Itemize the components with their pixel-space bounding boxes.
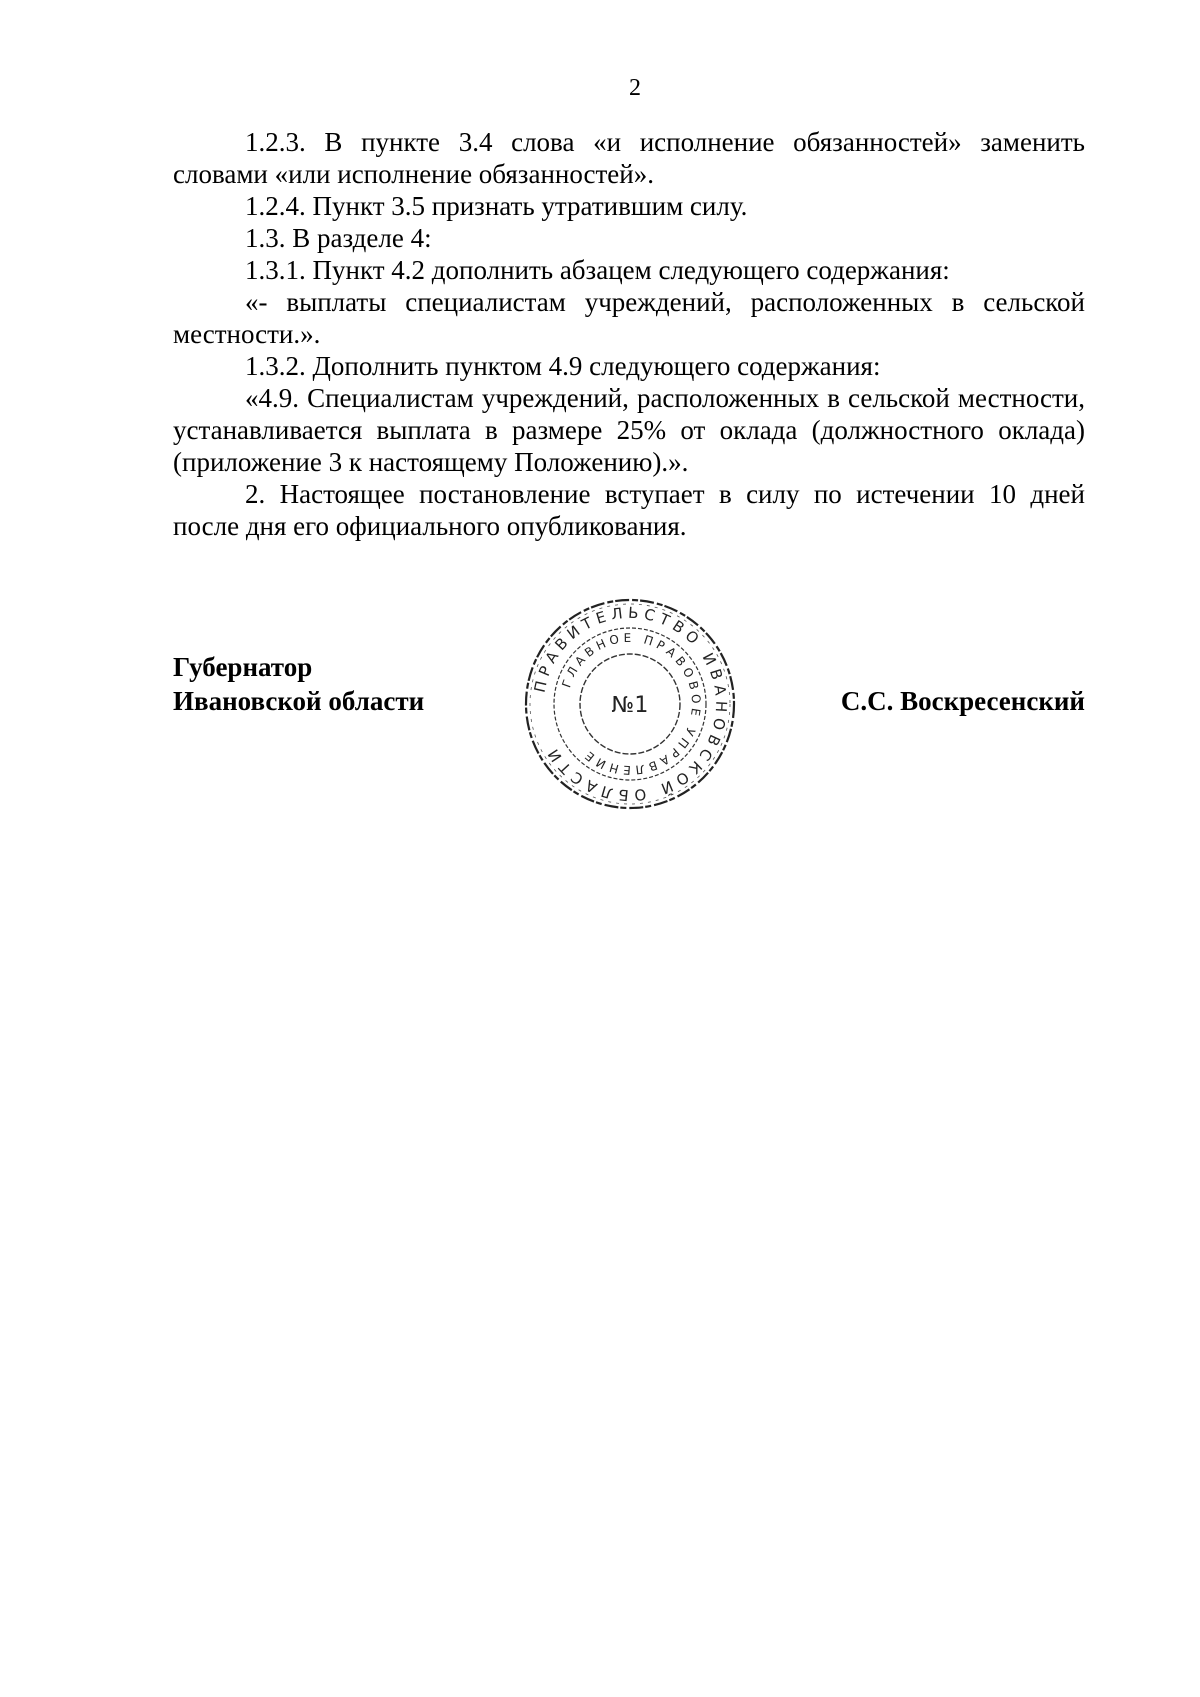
seal-outer-text: ПРАВИТЕЛЬСТВО ИВАНОВСКОЙ ОБЛАСТИ — [530, 603, 731, 805]
paragraph-quote-4-9: «4.9. Специалистам учреждений, расположенных в сельской местности, устанавливается выплата в размере 25% от оклада (должностного оклада) (приложение 3 к настоящему Положению).». — [173, 383, 1085, 477]
official-seal — [520, 594, 740, 814]
document-body — [173, 126, 1085, 542]
seal-inner-text: ГЛАВНОЕ ПРАВОВОЕ УПРАВЛЕНИЕ — [559, 630, 704, 778]
signatory-name: С.С. Воскресенский — [840, 686, 1085, 716]
paragraph-2: 2. Настоящее постановление вступает в силу по истечении 10 дней после дня его официального опубликования. — [173, 479, 1085, 541]
paragraph-1-3-2: 1.3.2. Дополнить пунктом 4.9 следующего содержания: — [245, 351, 881, 381]
paragraph-1-3-1: 1.3.1. Пункт 4.2 дополнить абзацем следующего содержания: — [245, 255, 950, 285]
paragraph-quote-payments: «- выплаты специалистам учреждений, расположенных в сельской местности.». — [173, 287, 1085, 349]
seal-number: №1 — [611, 693, 649, 718]
paragraph-1-2-4: 1.2.4. Пункт 3.5 признать утратившим силу. — [245, 191, 748, 221]
seal-graphic — [520, 594, 740, 814]
signatory-position-line1: Губернатор — [173, 652, 313, 682]
signatory-position — [173, 650, 424, 718]
paragraph-1-2-3: 1.2.3. В пункте 3.4 слова «и исполнение обязанностей» заменить словами «или исполнение обязанностей». — [173, 127, 1085, 189]
paragraph-1-3: 1.3. В разделе 4: — [245, 223, 432, 253]
page-number: 2 — [629, 75, 641, 101]
signatory-position-line2: Ивановской области — [173, 686, 425, 716]
